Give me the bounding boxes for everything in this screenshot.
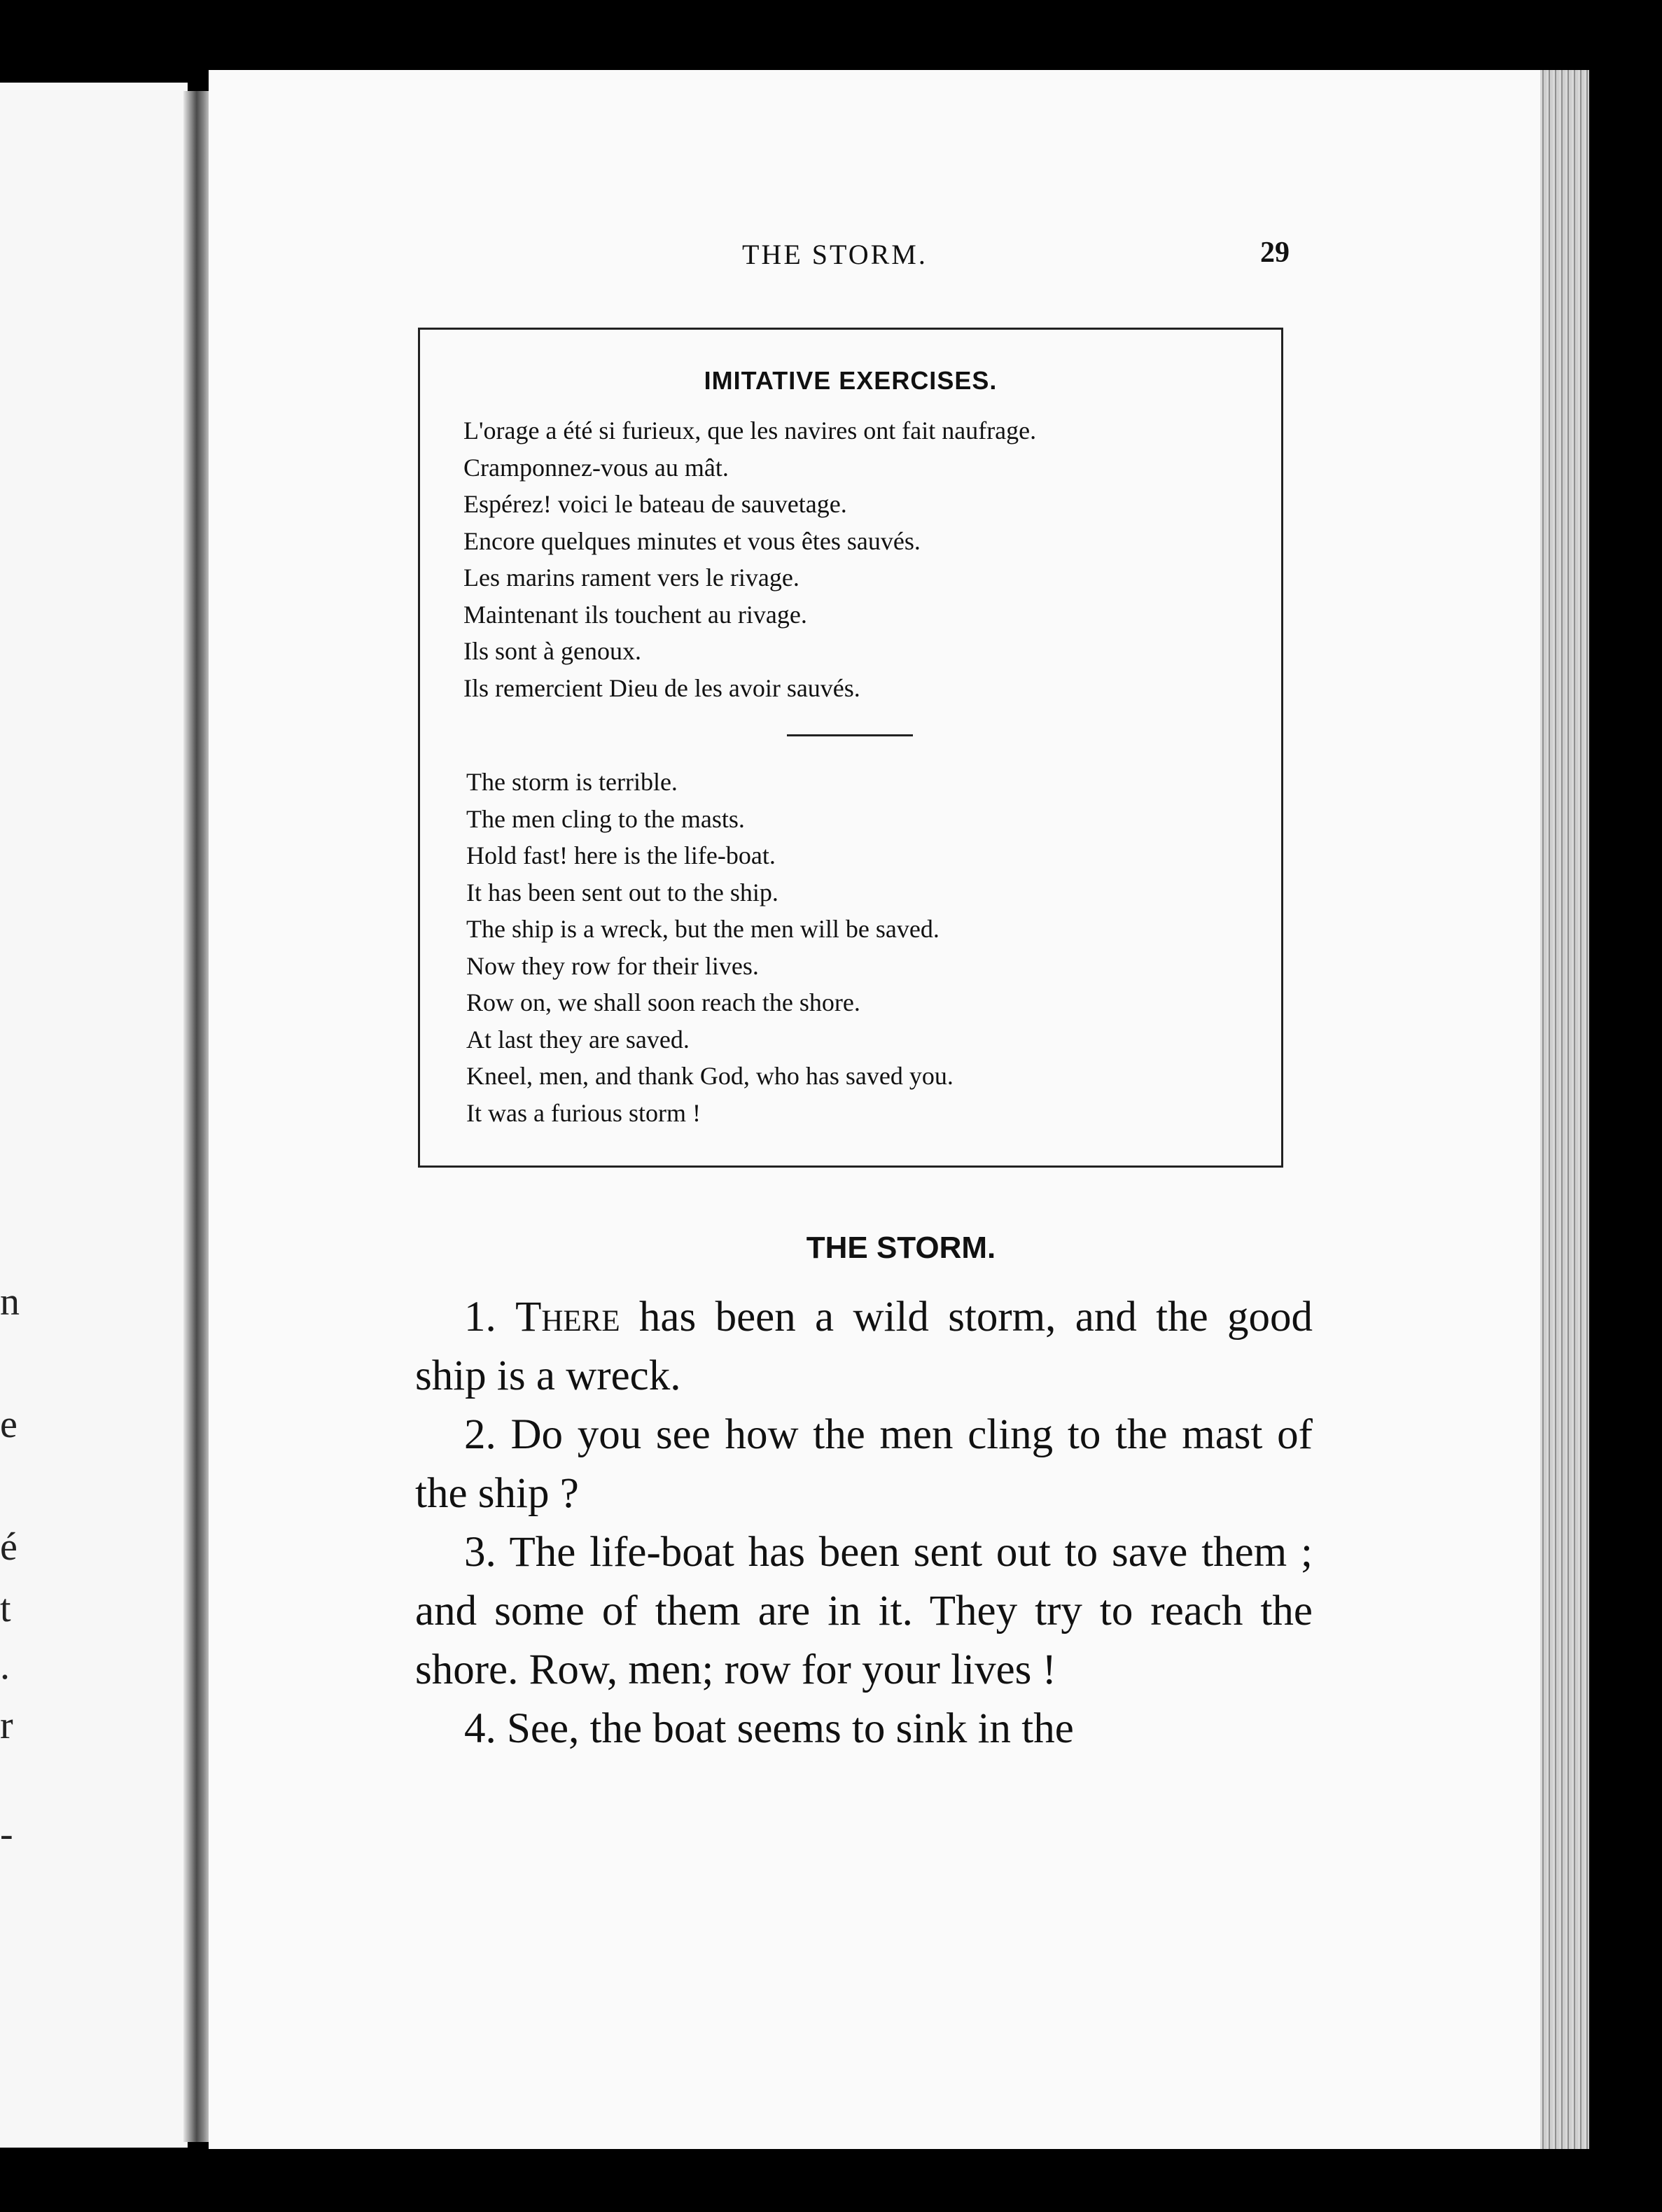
- page-number: 29: [1260, 237, 1290, 269]
- paragraph-first-word: There: [515, 1294, 620, 1340]
- paragraph-text: The life-boat has been sent out to save them ; and some of them are in it. They try to reach the shore. Row, men; row for your lives !: [415, 1529, 1313, 1693]
- paragraph-number: 4.: [464, 1705, 496, 1752]
- story-paragraph: [415, 1406, 1313, 1523]
- french-line: Ils sont à genoux.: [463, 637, 641, 665]
- left-page-fragment: r: [0, 1704, 13, 1747]
- english-line: At last they are saved.: [466, 1025, 690, 1054]
- english-line: The ship is a wreck, but the men will be saved.: [466, 915, 940, 943]
- exercise-box-title: IMITATIVE EXERCISES.: [704, 366, 998, 395]
- left-page-fragment: e: [0, 1403, 18, 1446]
- left-facing-page: [0, 83, 188, 2148]
- french-exercise-lines: [463, 412, 1036, 706]
- left-page-fragment: .: [0, 1644, 10, 1688]
- english-exercise-lines: [466, 764, 954, 1131]
- story-body: [415, 1288, 1313, 1758]
- paragraph-number: 2.: [464, 1411, 496, 1458]
- story-paragraph: [415, 1700, 1313, 1758]
- left-page-fragment: é: [0, 1525, 18, 1569]
- running-head: THE STORM.: [742, 239, 928, 270]
- english-line: The storm is terrible.: [466, 768, 678, 796]
- english-line: Row on, we shall soon reach the shore.: [466, 988, 860, 1016]
- english-line: Kneel, men, and thank God, who has saved you.: [466, 1062, 954, 1090]
- left-page-fragment: n: [0, 1280, 20, 1324]
- paragraph-number: 1.: [464, 1294, 496, 1340]
- left-page-fragment: t: [0, 1587, 11, 1630]
- story-paragraph: [415, 1288, 1313, 1406]
- english-line: The men cling to the masts.: [466, 804, 745, 833]
- french-line: Les marins rament vers le rivage.: [463, 564, 799, 592]
- english-line: Now they row for their lives.: [466, 951, 759, 980]
- paragraph-text: Do you see how the men cling to the mast of the ship ?: [415, 1411, 1313, 1517]
- french-line: Ils remercient Dieu de les avoir sauvés.: [463, 673, 860, 702]
- section-divider: [787, 734, 913, 736]
- paragraph-text: has been a wild storm, and the good ship is a wreck.: [415, 1294, 1313, 1399]
- story-title: THE STORM.: [806, 1231, 996, 1265]
- french-line: L'orage a été si furieux, que les navires ont fait naufrage.: [463, 416, 1037, 444]
- story-paragraph: [415, 1523, 1313, 1700]
- english-line: It has been sent out to the ship.: [466, 878, 778, 906]
- french-line: Cramponnez-vous au mât.: [463, 453, 729, 482]
- paragraph-text: See, the boat seems to sink in the: [507, 1705, 1074, 1752]
- imitative-exercises-box: [418, 328, 1283, 1168]
- page-edge-stack: [1540, 70, 1589, 2149]
- english-line: It was a furious storm !: [466, 1098, 701, 1127]
- french-line: Espérez! voici le bateau de sauvetage.: [463, 490, 847, 518]
- french-line: Maintenant ils touchent au rivage.: [463, 600, 807, 629]
- english-line: Hold fast! here is the life-boat.: [466, 841, 776, 869]
- paragraph-number: 3.: [464, 1529, 496, 1576]
- left-page-fragment: -: [0, 1812, 13, 1856]
- french-line: Encore quelques minutes et vous êtes sauvés.: [463, 526, 921, 555]
